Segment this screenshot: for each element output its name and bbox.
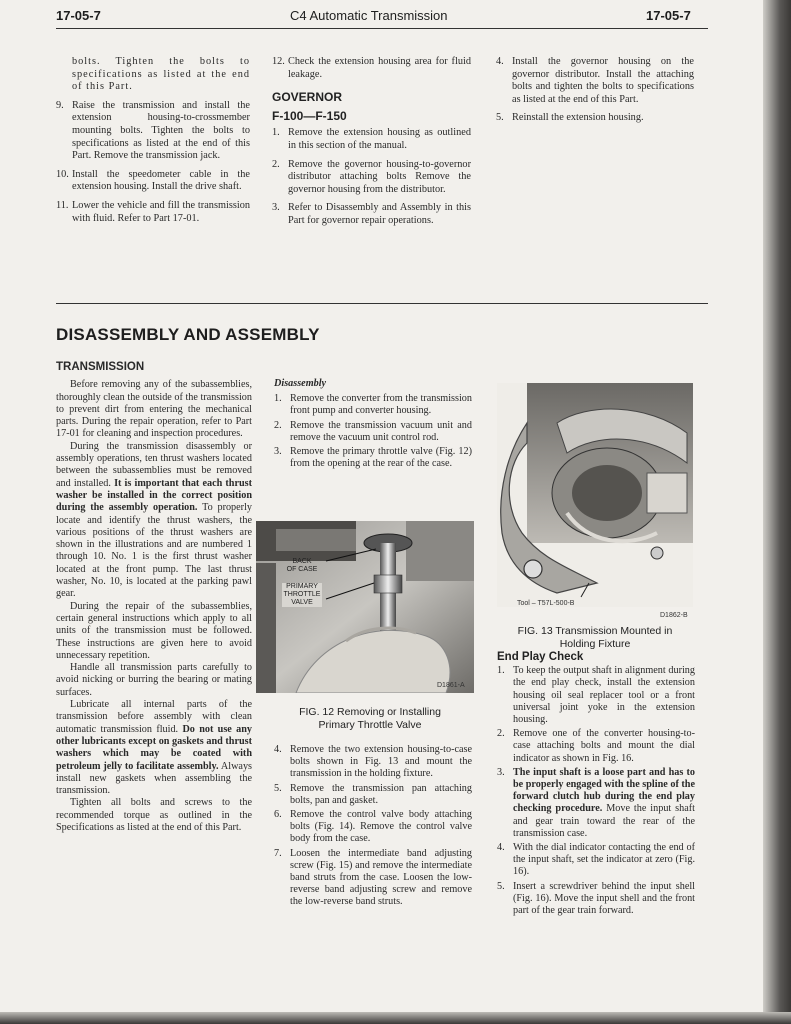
governor-heading: GOVERNOR [272,90,343,105]
section-rule [56,303,708,304]
page-number-right: 17-05-7 [646,8,691,23]
top-column-2 [272,56,471,234]
list-item: 1. Remove the converter from the transmission front pump and converter housing. [274,393,472,417]
lower-column-2-bottom [274,744,472,911]
tool-label: Tool – T57L-500-B [517,600,575,607]
list-item: 2. Remove the transmission vacuum unit and remove the vacuum unit control rod. [274,419,472,443]
page-number-left: 17-05-7 [56,8,101,23]
list-item: 9. Raise the transmission and install the extension housing-to-crossmember mounting bolts. Tighten the bolts to specifications as listed at the end of this Part. Remove the transmission jack. [56,99,250,162]
list-item: 3. Remove the primary throttle valve (Fig. 12) from the opening at the rear of the case. [274,446,472,470]
list-item: 11. Lower the vehicle and fill the transmission with fluid. Refer to Part 17-01. [56,199,250,224]
list-item: 5. Insert a screwdriver behind the input shell (Fig. 16). Move the input shell and the front part of the gear train forward. [497,880,695,917]
list-item: 10. Install the speedometer cable in the extension housing. Install the drive shaft. [56,168,250,193]
list-item: 3. The input shaft is a loose part and has to be properly engaged with the spline of the forward clutch hub during the end play checking procedure. Move the input shaft and gear train toward the rear of the transmission case. [497,766,695,839]
list-item: 12. Check the extension housing area for fluid leakage. [272,56,471,80]
list-item: 3. Refer to Disassembly and Assembly in this Part for governor repair operations. [272,202,471,226]
list-item: 2. Remove one of the converter housing-to-case attaching bolts and mount the dial indicator as shown in Fig. 16. [497,728,695,764]
transmission-subheading: TRANSMISSION [56,361,145,373]
end-play-heading: End Play Check [497,651,584,663]
lower-column-3 [497,651,695,919]
list-item: 5. Reinstall the extension housing. [496,112,644,124]
list-item: 2. Remove the governor housing-to-governor distributor attaching bolts Remove the governor housing from the distributor. [272,158,471,195]
page-edge-shadow [763,0,791,1024]
lower-column-1 [56,361,252,834]
header-rule [56,28,708,29]
list-item: 1. Remove the extension housing as outlined in this section of the manual. [272,127,471,151]
model-subheading: F-100—F-150 [272,108,347,123]
paragraph: During the transmission disassembly or assembly operations, ten thrust washers located between the subassemblies must be removed and installed. It is important that each thrust washer be installed in the correct position during the assembly operation. To properly locate and identify the thrust washers, the various positions of the thrust washers are shown in the illustrations and are numbered 1 through 10. No. 1 is the first thrust washer located at the front pump. The last thrust washer, No. 10, is located at the parking pawl gear. [56,440,252,600]
figure-12-code: D1861-A [437,682,465,689]
top-column-3 [496,56,694,131]
figure-12-caption: FIG. 12 Removing or Installing Primary Throttle Valve [299,706,441,731]
list-item: 1. To keep the output shaft in alignment during the end play check, install the extension housing oil seal replacer tool or a front universal joint yoke in the extension housing. [497,665,695,726]
holding-fixture-illustration [497,383,693,607]
list-item: 5. Remove the transmission pan attaching bolts, pan and gasket. [274,782,472,806]
callout-back-of-case: BACK OF CASE [286,558,318,573]
lower-column-2-top [274,378,472,472]
figure-13-photo [497,383,693,607]
disassembly-heading: Disassembly [274,378,327,389]
list-item: 4. Remove the two extension housing-to-case bolts shown in Fig. 13 and mount the transmission in the holding fixture. [274,744,472,780]
top-column-1 [56,56,250,231]
section-heading: DISASSEMBLY AND ASSEMBLY [56,325,320,344]
paragraph: During the repair of the subassemblies, certain general instructions which apply to all units of the transmission must be followed. These instructions are given here to avoid unnecessary repetition. [56,600,252,661]
page-title: C4 Automatic Transmission [290,8,448,23]
throttle-valve-illustration [256,521,474,693]
list-item: 6. Remove the control valve body attaching bolts (Fig. 14). Remove the control valve body from the case. [274,809,472,845]
paragraph: Tighten all bolts and screws to the recommended torque as outlined in the Specifications as listed at the end of this Part. [56,797,252,833]
figure-13-caption: FIG. 13 Transmission Mounted in Holding Fixture [517,625,673,650]
figure-12-photo [256,521,474,693]
figure-13-code: D1862-B [660,612,688,619]
page-bottom-shadow [0,1012,791,1024]
continued-text: bolts. Tighten the bolts to specifications as listed at the end of this Part. [72,56,250,93]
paragraph: Before removing any of the subassemblies, thoroughly clean the outside of the transmission to prevent dirt from entering the mechanical parts. During the repair operation, refer to Part 17-01 for cleaning and inspection procedures. [56,379,252,440]
list-item: 4. With the dial indicator contacting the end of the input shaft, set the indicator at zero (Fig. 16). [497,842,695,878]
paragraph: Handle all transmission parts carefully to avoid nicking or burring the bearing or mating surfaces. [56,662,252,698]
list-item: 4. Install the governor housing on the governor distributor. Install the attaching bolts and tighten the bolts to specifications as listed at the end of this Part. [496,56,694,105]
paragraph: Lubricate all internal parts of the transmission before assembly with clean automatic transmission fluid. Do not use any other lubricants except on gaskets and thrust washers which may be coated with petroleum jelly to facilitate assembly. Always install new gaskets when assembling the transmission. [56,699,253,797]
list-item: 7. Loosen the intermediate band adjusting screw (Fig. 15) and remove the intermediate band struts from the case. Loosen the low-reverse band adjusting screw and remove the low-reverse band struts. [274,847,472,908]
callout-primary-throttle-valve: PRIMARY THROTTLE VALVE [283,583,321,606]
